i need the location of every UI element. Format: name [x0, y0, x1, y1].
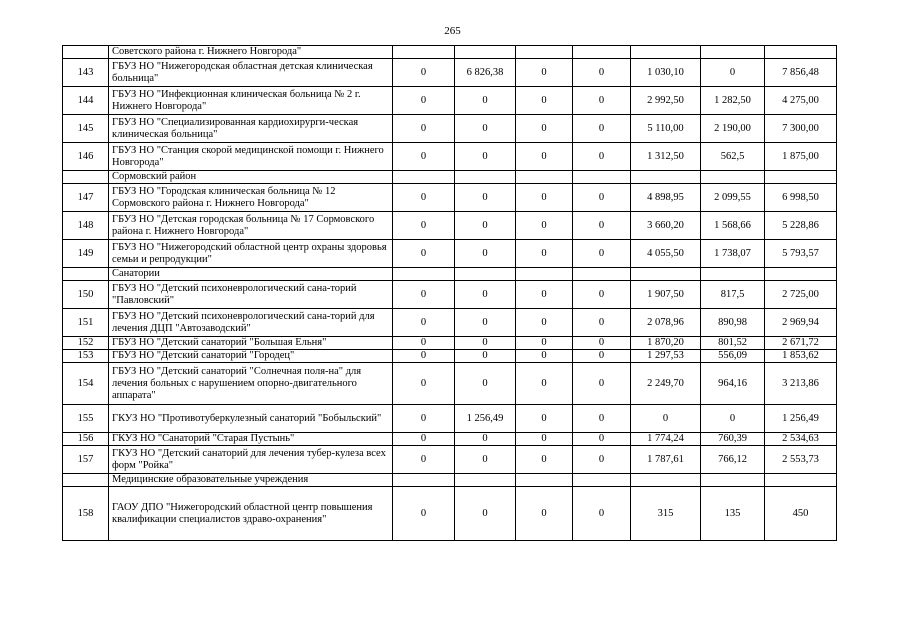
value-cell-6: 817,5	[701, 281, 765, 309]
institution-name: ГБУЗ НО "Нижегородская областная детская клиническая больница"	[109, 59, 393, 87]
value-cell-1: 0	[393, 487, 455, 541]
section-title: Советского района г. Нижнего Новгорода"	[109, 46, 393, 59]
value-cell-4: 0	[573, 350, 631, 363]
value-cell-1: 0	[393, 433, 455, 446]
value-cell-7: 6 998,50	[765, 184, 837, 212]
value-cell-5: 1 312,50	[631, 143, 701, 171]
value-cell-4	[573, 268, 631, 281]
table-row	[63, 281, 837, 309]
value-cell-1	[393, 268, 455, 281]
value-cell-4: 0	[573, 143, 631, 171]
institution-name: ГКУЗ НО "Санаторий "Старая Пустынь"	[109, 433, 393, 446]
row-number: 158	[63, 487, 109, 541]
value-cell-2: 0	[455, 281, 516, 309]
value-cell-1: 0	[393, 212, 455, 240]
table-row	[63, 212, 837, 240]
value-cell-1: 0	[393, 337, 455, 350]
table-row	[63, 405, 837, 433]
section-row	[63, 474, 837, 487]
value-cell-2: 0	[455, 337, 516, 350]
value-cell-1	[393, 171, 455, 184]
value-cell-2: 0	[455, 363, 516, 405]
value-cell-2: 0	[455, 87, 516, 115]
table-row	[63, 433, 837, 446]
value-cell-1: 0	[393, 350, 455, 363]
budget-table	[62, 45, 837, 541]
row-number	[63, 46, 109, 59]
value-cell-4: 0	[573, 115, 631, 143]
value-cell-3	[516, 46, 573, 59]
value-cell-6: 1 568,66	[701, 212, 765, 240]
value-cell-7: 2 534,63	[765, 433, 837, 446]
value-cell-1: 0	[393, 87, 455, 115]
value-cell-3: 0	[516, 212, 573, 240]
value-cell-6: 890,98	[701, 309, 765, 337]
institution-name: ГКУЗ НО "Противотуберкулезный санаторий "Бобыльский"	[109, 405, 393, 433]
value-cell-4	[573, 46, 631, 59]
institution-name: ГБУЗ НО "Городская клиническая больница № 12 Сормовского района г. Нижнего Новгорода"	[109, 184, 393, 212]
value-cell-5: 1 774,24	[631, 433, 701, 446]
value-cell-1	[393, 46, 455, 59]
value-cell-3: 0	[516, 240, 573, 268]
institution-name: ГАОУ ДПО "Нижегородский областной центр повышения квалификации специалистов здраво-охранения"	[109, 487, 393, 541]
row-number	[63, 171, 109, 184]
row-number: 151	[63, 309, 109, 337]
value-cell-2: 0	[455, 212, 516, 240]
value-cell-6: 135	[701, 487, 765, 541]
section-title: Медицинские образовательные учреждения	[109, 474, 393, 487]
value-cell-2: 0	[455, 240, 516, 268]
row-number: 157	[63, 446, 109, 474]
row-number: 148	[63, 212, 109, 240]
value-cell-6: 2 190,00	[701, 115, 765, 143]
value-cell-2: 0	[455, 115, 516, 143]
table-row	[63, 240, 837, 268]
row-number: 153	[63, 350, 109, 363]
value-cell-4	[573, 474, 631, 487]
value-cell-5	[631, 171, 701, 184]
value-cell-6	[701, 474, 765, 487]
table-row	[63, 363, 837, 405]
value-cell-6: 766,12	[701, 446, 765, 474]
value-cell-7: 1 256,49	[765, 405, 837, 433]
table-row	[63, 309, 837, 337]
value-cell-3: 0	[516, 143, 573, 171]
value-cell-5: 4 898,95	[631, 184, 701, 212]
row-number: 149	[63, 240, 109, 268]
table-row	[63, 337, 837, 350]
value-cell-7: 2 969,94	[765, 309, 837, 337]
row-number: 152	[63, 337, 109, 350]
row-number: 155	[63, 405, 109, 433]
value-cell-1	[393, 474, 455, 487]
value-cell-1: 0	[393, 446, 455, 474]
section-title: Сормовский район	[109, 171, 393, 184]
value-cell-6: 0	[701, 59, 765, 87]
value-cell-7: 5 228,86	[765, 212, 837, 240]
table-row	[63, 350, 837, 363]
value-cell-2: 1 256,49	[455, 405, 516, 433]
value-cell-4: 0	[573, 433, 631, 446]
value-cell-5	[631, 474, 701, 487]
value-cell-2	[455, 171, 516, 184]
value-cell-4	[573, 171, 631, 184]
value-cell-2: 0	[455, 143, 516, 171]
row-number: 143	[63, 59, 109, 87]
value-cell-2: 6 826,38	[455, 59, 516, 87]
value-cell-6: 801,52	[701, 337, 765, 350]
row-number: 144	[63, 87, 109, 115]
institution-name: ГБУЗ НО "Инфекционная клиническая больница № 2 г. Нижнего Новгорода"	[109, 87, 393, 115]
value-cell-3: 0	[516, 115, 573, 143]
value-cell-5: 3 660,20	[631, 212, 701, 240]
section-row	[63, 171, 837, 184]
value-cell-1: 0	[393, 405, 455, 433]
value-cell-3: 0	[516, 433, 573, 446]
value-cell-2: 0	[455, 433, 516, 446]
row-number: 150	[63, 281, 109, 309]
value-cell-7: 5 793,57	[765, 240, 837, 268]
value-cell-6: 2 099,55	[701, 184, 765, 212]
institution-name: ГБУЗ НО "Детский психоневрологический сана-торий для лечения ДЦП "Автозаводский"	[109, 309, 393, 337]
value-cell-5: 315	[631, 487, 701, 541]
value-cell-7	[765, 474, 837, 487]
institution-name: ГБУЗ НО "Нижегородский областной центр охраны здоровья семьи и репродукции"	[109, 240, 393, 268]
value-cell-7: 1 853,62	[765, 350, 837, 363]
value-cell-6: 556,09	[701, 350, 765, 363]
value-cell-7: 2 671,72	[765, 337, 837, 350]
value-cell-3: 0	[516, 405, 573, 433]
row-number: 146	[63, 143, 109, 171]
value-cell-7: 4 275,00	[765, 87, 837, 115]
value-cell-5: 2 078,96	[631, 309, 701, 337]
value-cell-3: 0	[516, 337, 573, 350]
value-cell-3	[516, 268, 573, 281]
value-cell-5: 1 297,53	[631, 350, 701, 363]
value-cell-1: 0	[393, 184, 455, 212]
institution-name: ГБУЗ НО "Детский санаторий "Большая Ельня"	[109, 337, 393, 350]
value-cell-7: 2 725,00	[765, 281, 837, 309]
value-cell-1: 0	[393, 59, 455, 87]
value-cell-2: 0	[455, 350, 516, 363]
value-cell-4: 0	[573, 405, 631, 433]
row-number	[63, 268, 109, 281]
institution-name: ГБУЗ НО "Станция скорой медицинской помощи г. Нижнего Новгорода"	[109, 143, 393, 171]
value-cell-7	[765, 46, 837, 59]
institution-name: ГБУЗ НО "Детский санаторий "Городец"	[109, 350, 393, 363]
value-cell-3: 0	[516, 350, 573, 363]
value-cell-5: 4 055,50	[631, 240, 701, 268]
value-cell-7: 2 553,73	[765, 446, 837, 474]
table-row	[63, 115, 837, 143]
value-cell-5	[631, 46, 701, 59]
value-cell-4: 0	[573, 59, 631, 87]
value-cell-5	[631, 268, 701, 281]
value-cell-5: 0	[631, 405, 701, 433]
section-row	[63, 268, 837, 281]
value-cell-5: 1 030,10	[631, 59, 701, 87]
value-cell-4: 0	[573, 281, 631, 309]
value-cell-6: 562,5	[701, 143, 765, 171]
institution-name: ГБУЗ НО "Детская городская больница № 17 Сормовского района г. Нижнего Новгорода"	[109, 212, 393, 240]
institution-name: ГБУЗ НО "Детский санаторий "Солнечная поля-на" для лечения больных с нарушением опорно-двигательного аппарата"	[109, 363, 393, 405]
section-row	[63, 46, 837, 59]
row-number: 145	[63, 115, 109, 143]
value-cell-3: 0	[516, 446, 573, 474]
value-cell-3: 0	[516, 487, 573, 541]
value-cell-4: 0	[573, 487, 631, 541]
value-cell-4: 0	[573, 446, 631, 474]
table-row	[63, 59, 837, 87]
value-cell-7	[765, 171, 837, 184]
value-cell-6: 964,16	[701, 363, 765, 405]
value-cell-4: 0	[573, 309, 631, 337]
value-cell-5: 1 870,20	[631, 337, 701, 350]
value-cell-7	[765, 268, 837, 281]
table-row	[63, 446, 837, 474]
value-cell-7: 3 213,86	[765, 363, 837, 405]
value-cell-6	[701, 46, 765, 59]
value-cell-1: 0	[393, 143, 455, 171]
institution-name: ГБУЗ НО "Детский психоневрологический сана-торий "Павловский"	[109, 281, 393, 309]
value-cell-6: 1 282,50	[701, 87, 765, 115]
value-cell-4: 0	[573, 184, 631, 212]
value-cell-3: 0	[516, 281, 573, 309]
value-cell-2: 0	[455, 487, 516, 541]
row-number: 147	[63, 184, 109, 212]
value-cell-1: 0	[393, 363, 455, 405]
row-number: 156	[63, 433, 109, 446]
value-cell-6	[701, 171, 765, 184]
row-number	[63, 474, 109, 487]
value-cell-5: 2 992,50	[631, 87, 701, 115]
value-cell-5: 1 787,61	[631, 446, 701, 474]
value-cell-4: 0	[573, 87, 631, 115]
value-cell-5: 2 249,70	[631, 363, 701, 405]
value-cell-7: 1 875,00	[765, 143, 837, 171]
value-cell-1: 0	[393, 309, 455, 337]
value-cell-3: 0	[516, 87, 573, 115]
value-cell-3	[516, 171, 573, 184]
value-cell-2: 0	[455, 309, 516, 337]
value-cell-4: 0	[573, 212, 631, 240]
value-cell-1: 0	[393, 115, 455, 143]
table-row	[63, 184, 837, 212]
value-cell-6: 1 738,07	[701, 240, 765, 268]
value-cell-5: 1 907,50	[631, 281, 701, 309]
value-cell-6: 760,39	[701, 433, 765, 446]
table-row	[63, 143, 837, 171]
value-cell-7: 7 856,48	[765, 59, 837, 87]
value-cell-1: 0	[393, 240, 455, 268]
table-row	[63, 487, 837, 541]
value-cell-6	[701, 268, 765, 281]
section-title: Санатории	[109, 268, 393, 281]
institution-name: ГКУЗ НО "Детский санаторий для лечения тубер-кулеза всех форм "Ройка"	[109, 446, 393, 474]
value-cell-2	[455, 474, 516, 487]
value-cell-4: 0	[573, 240, 631, 268]
row-number: 154	[63, 363, 109, 405]
value-cell-3: 0	[516, 309, 573, 337]
value-cell-2	[455, 46, 516, 59]
value-cell-2: 0	[455, 446, 516, 474]
value-cell-3: 0	[516, 59, 573, 87]
value-cell-3: 0	[516, 184, 573, 212]
value-cell-3	[516, 474, 573, 487]
value-cell-1: 0	[393, 281, 455, 309]
table-row	[63, 87, 837, 115]
value-cell-4: 0	[573, 337, 631, 350]
value-cell-6: 0	[701, 405, 765, 433]
value-cell-5: 5 110,00	[631, 115, 701, 143]
value-cell-2: 0	[455, 184, 516, 212]
institution-name: ГБУЗ НО "Специализированная кардиохирурги-ческая клиническая больница"	[109, 115, 393, 143]
value-cell-7: 450	[765, 487, 837, 541]
value-cell-4: 0	[573, 363, 631, 405]
value-cell-3: 0	[516, 363, 573, 405]
page-number: 265	[444, 25, 461, 37]
value-cell-7: 7 300,00	[765, 115, 837, 143]
value-cell-2	[455, 268, 516, 281]
